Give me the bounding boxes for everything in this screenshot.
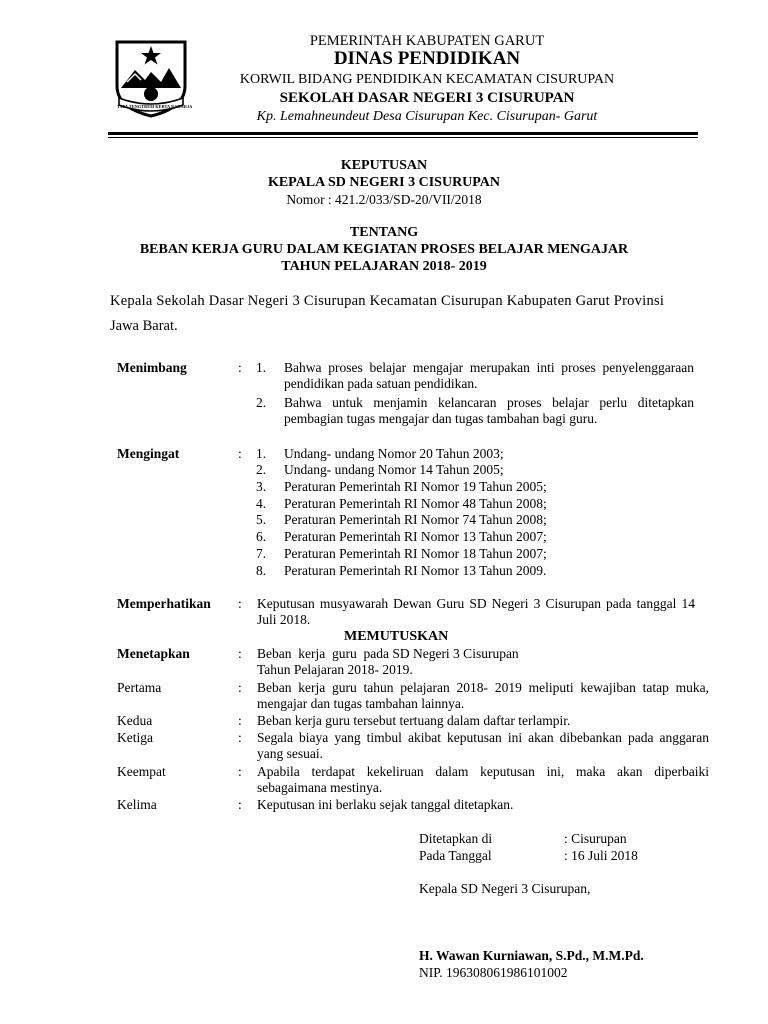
decision-label: Kelima <box>117 797 157 812</box>
letterhead-school: SEKOLAH DASAR NEGERI 3 CISURUPAN <box>279 90 575 106</box>
mengingat-label: Mengingat <box>117 446 180 461</box>
menetapkan-colon: : <box>238 646 242 661</box>
signatory-position: Kepala SD Negeri 3 Cisurupan, <box>419 881 591 896</box>
intro-line-1: Kepala Sekolah Dasar Negeri 3 Cisurupan Kecamatan Cisurupan Kabupaten Garut Provinsi <box>110 293 665 309</box>
decision-text: Apabila terdapat kekeliruan dalam keputusan ini, maka akan diperbaiki sebagaimana mestinya. <box>257 764 709 795</box>
memperhatikan-colon: : <box>238 596 242 611</box>
mengingat-number: 3. <box>256 479 267 494</box>
decree-number: Nomor : 421.2/033/SD-20/VII/2018 <box>286 192 482 207</box>
tanggal-label: Pada Tanggal <box>419 848 492 863</box>
decision-colon: : <box>238 713 242 728</box>
issuer: KEPALA SD NEGERI 3 CISURUPAN <box>267 175 501 190</box>
subject-line-2: TAHUN PELAJARAN 2018- 2019 <box>281 259 487 274</box>
ditetapkan-value: : Cisurupan <box>564 831 627 846</box>
mengingat-number: 8. <box>256 563 267 578</box>
tanggal-value: : 16 Juli 2018 <box>564 848 638 863</box>
menimbang-item: Bahwa proses belajar mengajar merupakan inti proses penyelenggaraan pendidikan pada satuan pendidikan. <box>284 360 694 391</box>
letterhead-government: PEMERINTAH KABUPATEN GARUT <box>309 33 545 49</box>
menimbang-number: 1. <box>256 360 267 375</box>
mengingat-number: 1. <box>256 446 267 461</box>
decision-text: Segala biaya yang timbul akibat keputusan ini akan dibebankan pada anggaran yang sesuai. <box>257 730 709 761</box>
menimbang-colon: : <box>238 360 242 375</box>
decision-label: Keempat <box>117 764 166 779</box>
doc-type: KEPUTUSAN <box>340 158 428 173</box>
mengingat-number: 4. <box>256 496 267 511</box>
subject-line-1: BEBAN KERJA GURU DALAM KEGIATAN PROSES BELAJAR MENGAJAR <box>139 242 629 257</box>
mengingat-number: 7. <box>256 546 267 561</box>
mengingat-item: Peraturan Pemerintah RI Nomor 74 Tahun 2008; <box>284 512 547 527</box>
decision-label: Ketiga <box>117 730 153 745</box>
logo-motto: TATA TENGTREM KERTA RAHARJA <box>117 104 193 109</box>
memutuskan-heading: MEMUTUSKAN <box>344 629 449 644</box>
mengingat-number: 6. <box>256 529 267 544</box>
decision-text: Beban kerja guru tahun pelajaran 2018- 2019 meliputi kewajiban tatap muka, mengajar dan tugas tambahan lainnya. <box>257 680 709 711</box>
mengingat-item: Peraturan Pemerintah RI Nomor 13 Tahun 2009. <box>284 563 547 578</box>
menetapkan-line-1: Beban kerja guru pada SD Negeri 3 Cisurupan <box>257 646 519 661</box>
mengingat-number: 5. <box>256 512 267 527</box>
menetapkan-line-2: Tahun Pelajaran 2018- 2019. <box>257 662 413 677</box>
mengingat-item: Undang- undang Nomor 14 Tahun 2005; <box>284 462 504 477</box>
letterhead-agency: DINAS PENDIDIKAN <box>333 48 521 69</box>
decision-colon: : <box>238 730 242 745</box>
decision-text: Beban kerja guru tersebut tertuang dalam daftar terlampir. <box>257 713 571 728</box>
mengingat-number: 2. <box>256 462 267 477</box>
mengingat-item: Undang- undang Nomor 20 Tahun 2003; <box>284 446 504 461</box>
tentang-label: TENTANG <box>349 225 419 240</box>
decision-label: Kedua <box>117 713 153 728</box>
ditetapkan-label: Ditetapkan di <box>419 831 493 846</box>
intro-line-2: Jawa Barat. <box>110 318 178 334</box>
decision-label: Pertama <box>117 680 162 695</box>
menimbang-number: 2. <box>256 395 267 410</box>
decision-colon: : <box>238 764 242 779</box>
decision-text: Keputusan ini berlaku sejak tanggal ditetapkan. <box>257 797 514 812</box>
mengingat-item: Peraturan Pemerintah RI Nomor 19 Tahun 2005; <box>284 479 547 494</box>
signatory-name: H. Wawan Kurniawan, S.Pd., M.M.Pd. <box>419 948 644 963</box>
mengingat-item: Peraturan Pemerintah RI Nomor 18 Tahun 2007; <box>284 546 547 561</box>
decision-colon: : <box>238 797 242 812</box>
letterhead-address: Kp. Lemahneundeut Desa Cisurupan Kec. Cisurupan- Garut <box>256 109 598 124</box>
letterhead-thin-rule <box>108 137 698 138</box>
memperhatikan-label: Memperhatikan <box>117 596 211 611</box>
menimbang-label: Menimbang <box>117 360 187 375</box>
mengingat-colon: : <box>238 446 242 461</box>
menetapkan-label: Menetapkan <box>117 646 190 661</box>
mengingat-item: Peraturan Pemerintah RI Nomor 13 Tahun 2007; <box>284 529 547 544</box>
menimbang-item: Bahwa untuk menjamin kelancaran proses belajar perlu ditetapkan pembagian tugas mengajar dan tugas tambahan bagi guru. <box>284 395 694 426</box>
memperhatikan-text: Keputusan musyawarah Dewan Guru SD Negeri 3 Cisurupan pada tanggal 14 Juli 2018. <box>257 596 695 627</box>
decision-colon: : <box>238 680 242 695</box>
mengingat-item: Peraturan Pemerintah RI Nomor 48 Tahun 2008; <box>284 496 547 511</box>
letterhead-thick-rule <box>108 132 698 135</box>
letterhead-korwil: KORWIL BIDANG PENDIDIKAN KECAMATAN CISURUPAN <box>239 72 615 87</box>
signatory-nip: NIP. 196308061986101002 <box>419 965 568 980</box>
